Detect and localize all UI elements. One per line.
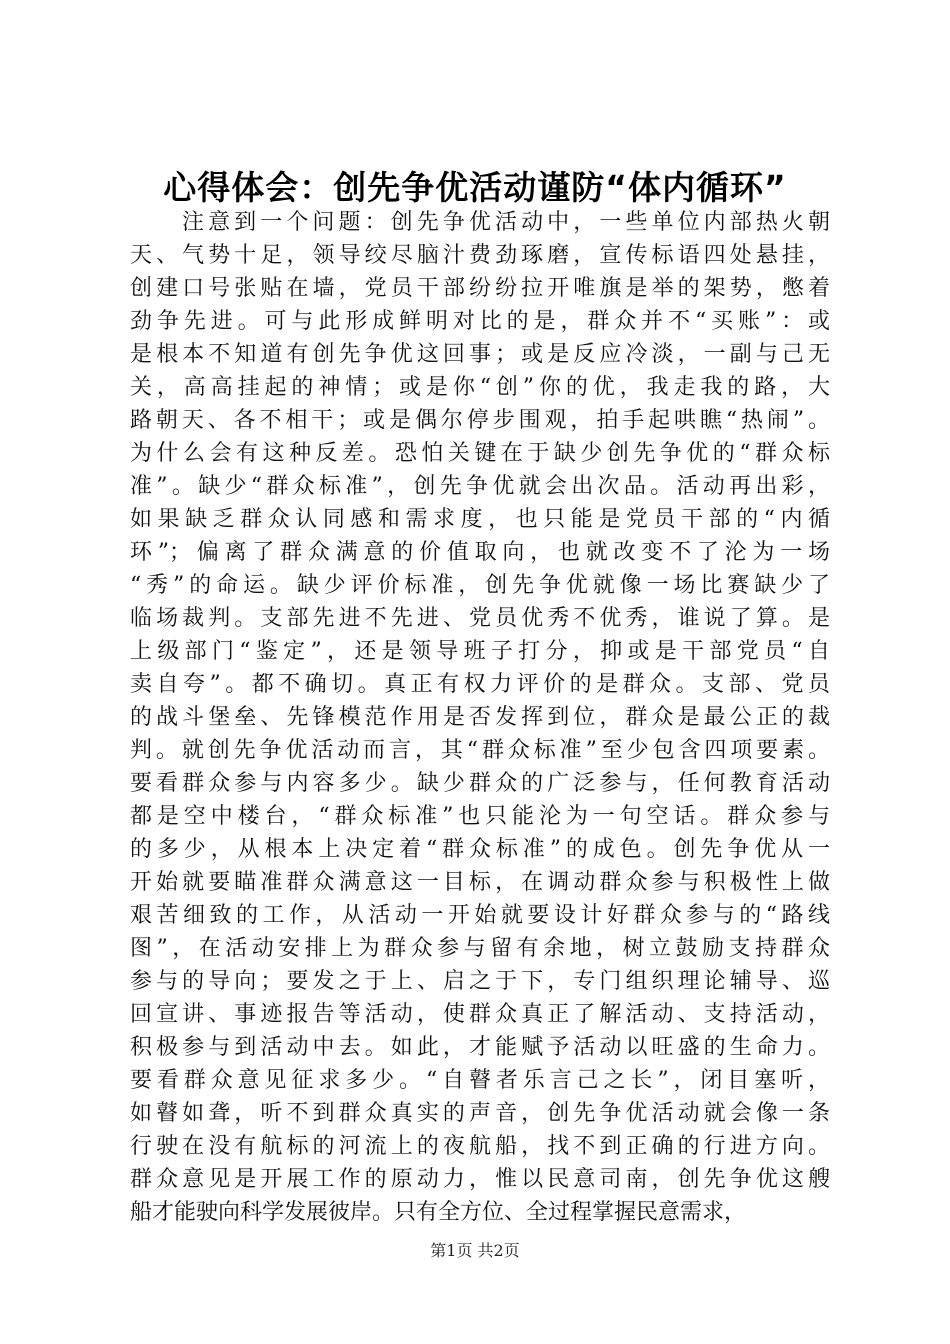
body-line: 创建口号张贴在墙，党员干部纷纷拉开唯旗是举的架势，憋着 (130, 276, 830, 301)
body-line: 船才能驶向科学发展彼岸。只有全方位、全过程掌握民意需求， (130, 1200, 747, 1225)
body-line: 关，高高挂起的神情；或是你“创”你的优，我走我的路，大 (130, 375, 830, 400)
body-line: 为什么会有这种反差。恐怕关键在于缺少创先争优的“群众标 (130, 441, 830, 466)
body-line: 路朝天、各不相干；或是偶尔停步围观，拍手起哄瞧“热闹”。 (130, 408, 830, 433)
body-line: 积极参与到活动中去。如此，才能赋予活动以旺盛的生命力。 (130, 1035, 830, 1060)
body-line: 劲争先进。可与此形成鲜明对比的是，群众并不“买账”：或 (130, 309, 830, 334)
body-line: 都是空中楼台，“群众标准”也只能沦为一句空话。群众参与 (130, 804, 830, 829)
body-line: 卖自夸”。都不确切。真正有权力评价的是群众。支部、党员 (130, 672, 830, 697)
body-line: 群众意见是开展工作的原动力，惟以民意司南，创先争优这艘 (130, 1167, 830, 1192)
body-line: 的战斗堡垒、先锋模范作用是否发挥到位，群众是最公正的裁 (130, 705, 830, 730)
body-line: 注意到一个问题：创先争优活动中，一些单位内部热火朝 (182, 210, 830, 235)
body-line: 天、气势十足，领导绞尽脑汁费劲琢磨，宣传标语四处悬挂， (130, 243, 830, 268)
body-line: 回宣讲、事迹报告等活动，使群众真正了解活动、支持活动， (130, 1002, 830, 1027)
body-line: 参与的导向；要发之于上、启之于下，专门组织理论辅导、巡 (130, 969, 830, 994)
body-line: “秀”的命运。缺少评价标准，创先争优就像一场比赛缺少了 (130, 573, 830, 598)
body-line: 临场裁判。支部先进不先进、党员优秀不优秀，谁说了算。是 (130, 606, 830, 631)
page-footer: 第1页 共2页 (430, 1241, 520, 1260)
document-title: 心得体会：创先争优活动谨防“体内循环” (163, 168, 787, 207)
body-line: 环”；偏离了群众满意的价值取向，也就改变不了沦为一场 (130, 540, 830, 565)
body-line: 如瞽如聋，听不到群众真实的声音，创先争优活动就会像一条 (130, 1101, 830, 1126)
body-line: 开始就要瞄准群众满意这一目标，在调动群众参与积极性上做 (130, 870, 830, 895)
body-line: 要看群众参与内容多少。缺少群众的广泛参与，任何教育活动 (130, 771, 830, 796)
body-line: 要看群众意见征求多少。“自瞽者乐言己之长”，闭目塞听， (130, 1068, 830, 1093)
body-line: 的多少，从根本上决定着“群众标准”的成色。创先争优从一 (130, 837, 830, 862)
document-body (130, 206, 830, 1229)
body-line: 上级部门“鉴定”，还是领导班子打分，抑或是干部党员“自 (130, 639, 830, 664)
body-line: 判。就创先争优活动而言，其“群众标准”至少包含四项要素。 (130, 738, 830, 763)
body-line: 是根本不知道有创先争优这回事；或是反应冷淡，一副与己无 (130, 342, 830, 367)
body-line: 行驶在没有航标的河流上的夜航船，找不到正确的行进方向。 (130, 1134, 830, 1159)
body-line: 图”，在活动安排上为群众参与留有余地，树立鼓励支持群众 (130, 936, 830, 961)
body-line: 如果缺乏群众认同感和需求度，也只能是党员干部的“内循 (130, 507, 830, 532)
body-line: 准”。缺少“群众标准”，创先争优就会出次品。活动再出彩， (130, 474, 830, 499)
body-line: 艰苦细致的工作，从活动一开始就要设计好群众参与的“路线 (130, 903, 830, 928)
